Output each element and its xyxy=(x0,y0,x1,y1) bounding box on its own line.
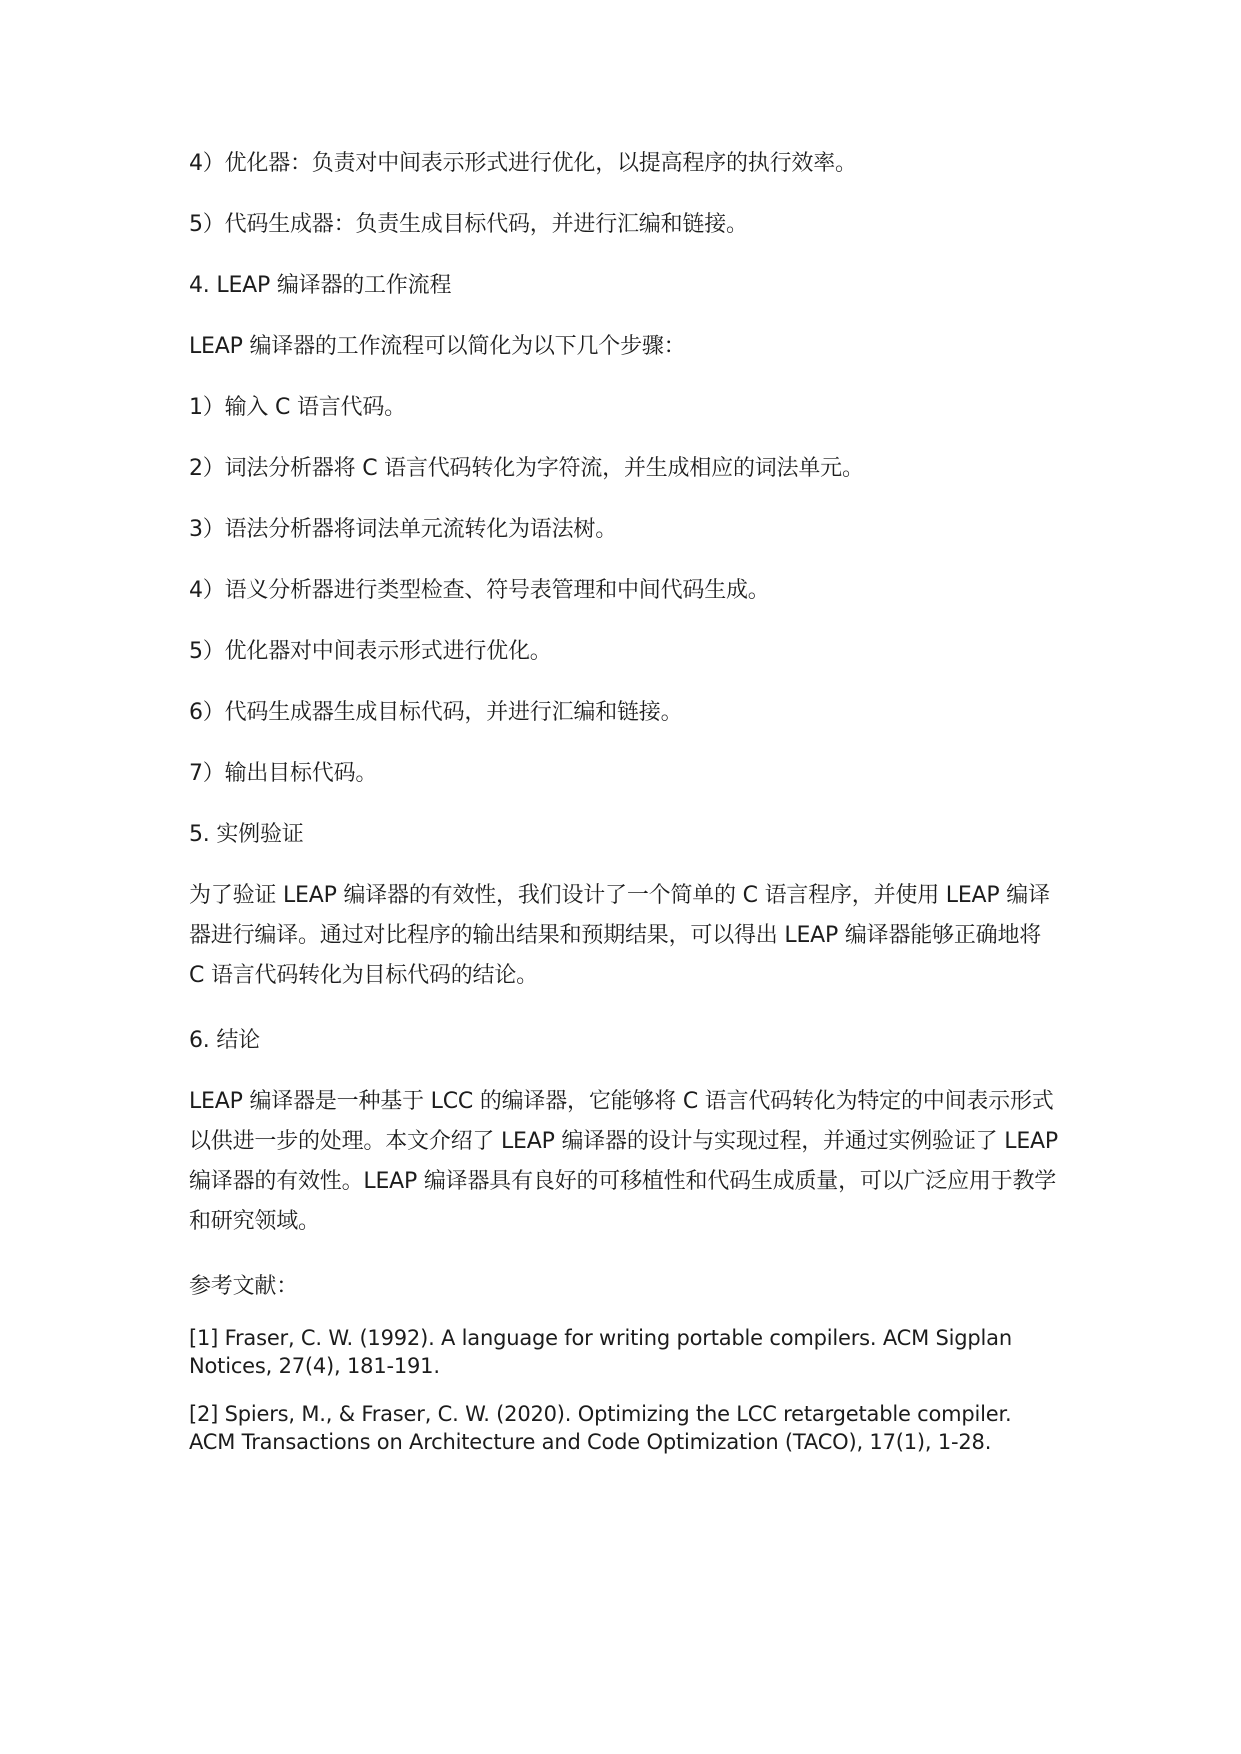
section-heading-conclusion: 6. 结论 xyxy=(189,1028,260,1053)
workflow-intro: LEAP 编译器的工作流程可以简化为以下几个步骤： xyxy=(189,334,686,359)
workflow-step-7: 7）输出目标代码。 xyxy=(189,761,378,786)
conclusion-paragraph: LEAP 编译器是一种基于 LCC 的编译器，它能够将 C 语言代码转化为特定的中间表示形式以供进一步的处理。本文介绍了 LEAP 编译器的设计与实现过程，并通过实例验证了 LEAP 编译器的有效性。LEAP 编译器具有良好的可移植性和代码生成质量，可以广泛应用于教学和研究领域。 xyxy=(189,1089,1058,1234)
section-heading-validation: 5. 实例验证 xyxy=(189,822,304,847)
workflow-step-4: 4）语义分析器进行类型检查、符号表管理和中间代码生成。 xyxy=(189,578,770,603)
document-page xyxy=(189,150,1059,1476)
workflow-step-3: 3）语法分析器将词法单元流转化为语法树。 xyxy=(189,517,617,542)
workflow-step-2: 2）词法分析器将 C 语言代码转化为字符流，并生成相应的词法单元。 xyxy=(189,456,864,481)
validation-paragraph: 为了验证 LEAP 编译器的有效性，我们设计了一个简单的 C 语言程序，并使用 LEAP 编译器进行编译。通过对比程序的输出结果和预期结果，可以得出 LEAP 编译器能够正确地将 C 语言代码转化为目标代码的结论。 xyxy=(189,883,1050,988)
workflow-step-1: 1）输入 C 语言代码。 xyxy=(189,395,406,420)
workflow-step-6: 6）代码生成器生成目标代码，并进行汇编和链接。 xyxy=(189,700,683,725)
list-item-optimizer-desc: 4）优化器：负责对中间表示形式进行优化，以提高程序的执行效率。 xyxy=(189,151,857,176)
references-title: 参考文献： xyxy=(189,1274,299,1299)
reference-item-1: [1] Fraser, C. W. (1992). A language for writing portable compilers. ACM Sigplan Notices, 27(4), 181-191. xyxy=(189,1326,1012,1378)
list-item-codegen-desc: 5）代码生成器：负责生成目标代码，并进行汇编和链接。 xyxy=(189,212,748,237)
reference-item-2: [2] Spiers, M., & Fraser, C. W. (2020). Optimizing the LCC retargetable compiler. ACM Transactions on Architecture and Code Optimization (TACO), 17(1), 1-28. xyxy=(189,1402,1012,1454)
section-heading-workflow: 4. LEAP 编译器的工作流程 xyxy=(189,273,452,298)
workflow-step-5: 5）优化器对中间表示形式进行优化。 xyxy=(189,639,552,664)
